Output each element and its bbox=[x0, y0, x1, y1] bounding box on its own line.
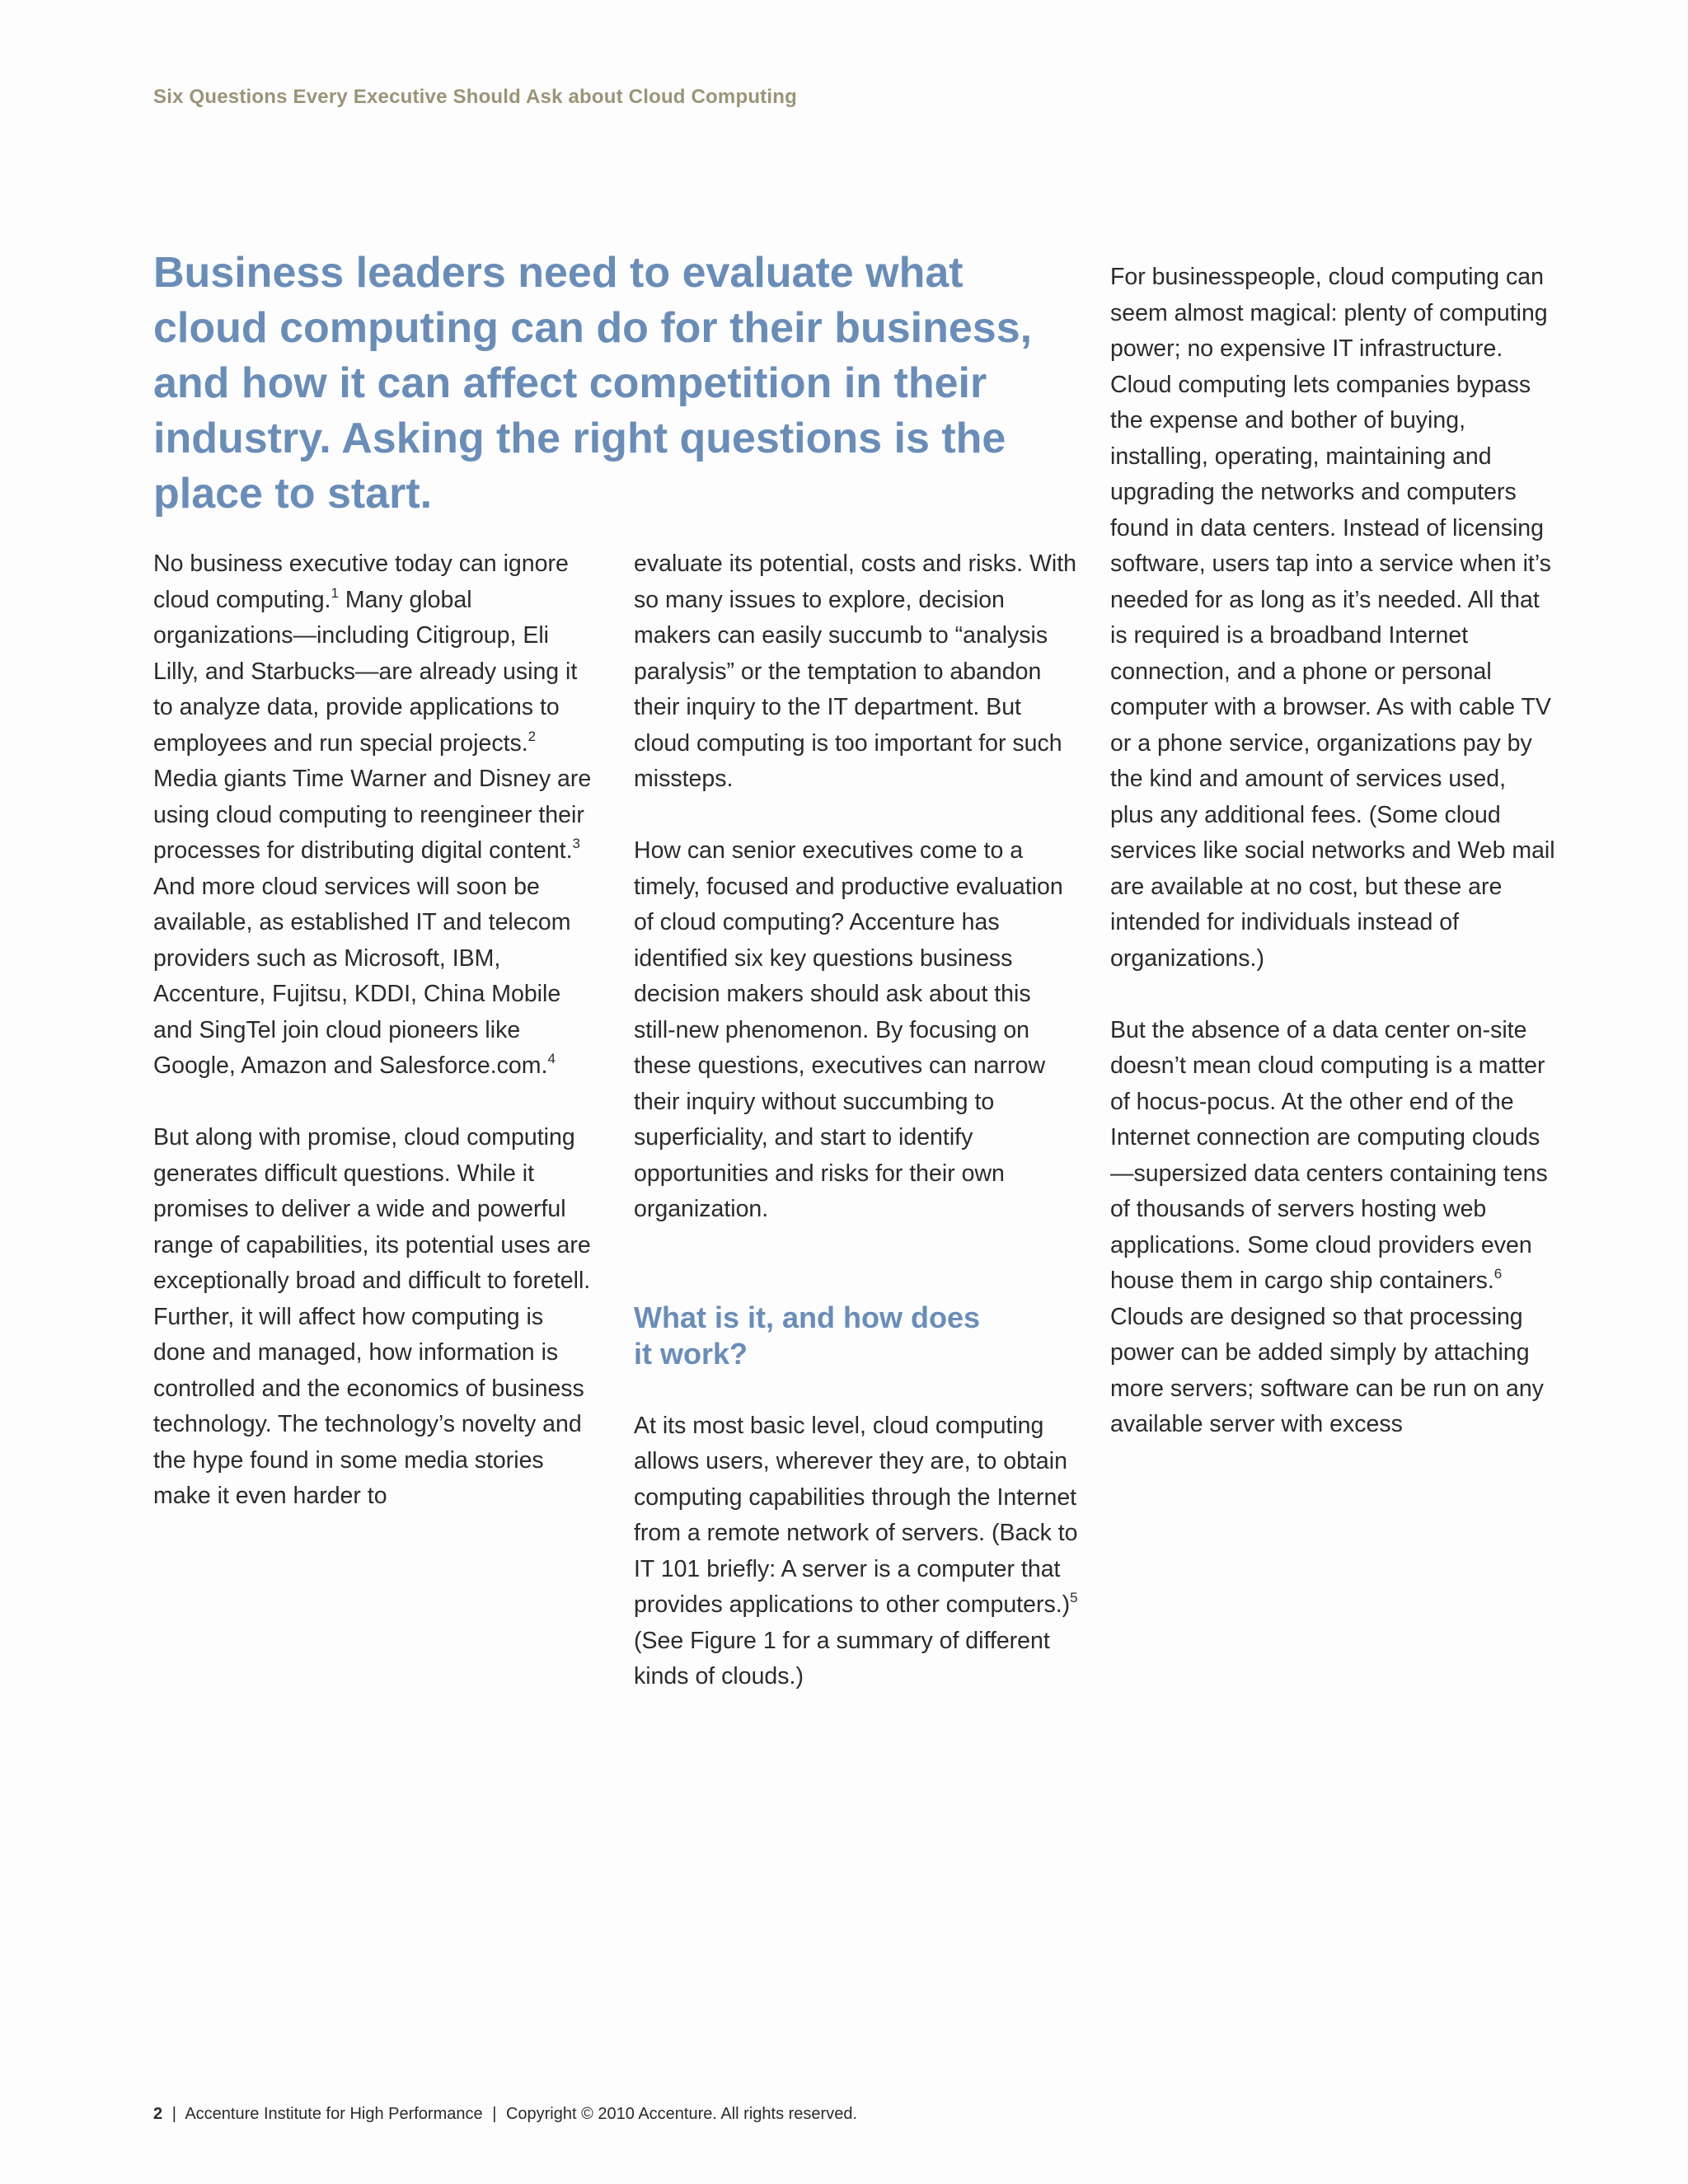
paragraph-text: Clouds are designed so that processing power can be added simply by attaching more servers; software can be run on any available server with excess bbox=[1110, 1303, 1544, 1437]
paragraph-text: At its most basic level, cloud computing allows users, wherever they are, to obtain computing capabilities through the Internet from a remote network of servers. (Back to IT 101 briefly: A server is a computer that provides applications to other computers.) bbox=[634, 1412, 1078, 1618]
footnote-ref: 1 bbox=[331, 584, 339, 601]
footer-separator: | bbox=[492, 2105, 497, 2123]
body-paragraph: evaluate its potential, costs and risks. With so many issues to explore, decision makers can easily succumb to “analysis paralysis” or the temptation to abandon their inquiry to the IT department. But cloud computing is too important for such missteps. bbox=[634, 551, 1076, 792]
page-footer bbox=[153, 2105, 857, 2124]
text-column-2 bbox=[634, 546, 1079, 1695]
footer-copyright: Copyright © 2010 Accenture. All rights reserved. bbox=[505, 2105, 858, 2123]
footer-institute: Accenture Institute for High Performance bbox=[185, 2105, 483, 2123]
body-paragraph: For businesspeople, cloud computing can seem almost magical: plenty of computing power; no expensive IT infrastructure. Cloud computing lets companies bypass the expense and bother of buying, installing, operating, maintaining and upgrading the networks and computers found in data centers. Instead of licensing software, users tap into a service when it’s needed for as long as it’s needed. All that is required is a broadband Internet connection, and a phone or personal computer with a browser. As with cable TV or a phone service, organizations pay by the kind and amount of services used, plus any additional fees. (Some cloud services like social networks and Web mail are available at no cost, but these are intended for individuals instead of organizations.) bbox=[1110, 264, 1555, 972]
section-subheading: What is it, and how does it work? bbox=[634, 1300, 981, 1371]
footnote-ref: 5 bbox=[1070, 1590, 1078, 1605]
paragraph-text: Many global organizations—including Citigroup, Eli Lilly, and Starbucks—are already using it to analyze data, provide applications to employees and run special projects. bbox=[153, 586, 578, 757]
footnote-ref: 4 bbox=[547, 1051, 556, 1066]
page-number: 2 bbox=[153, 2105, 163, 2123]
text-column-1 bbox=[153, 546, 598, 1515]
body-paragraph bbox=[634, 1408, 1079, 1695]
paragraph-text: Media giants Time Warner and Disney are using cloud computing to reengineer their processes for distributing digital content. bbox=[153, 766, 592, 864]
paragraph-text: But the absence of a data center on-site doesn’t mean cloud computing is a matter of hocus-pocus. At the other end of the Internet connection are computing clouds—supersized data centers containing tens of thousands of servers hosting web applications. Some cloud providers even house them in cargo ship containers. bbox=[1110, 1016, 1548, 1294]
footnote-ref: 6 bbox=[1493, 1266, 1503, 1282]
footnote-ref: 2 bbox=[528, 728, 537, 744]
text-column-3 bbox=[1110, 260, 1555, 1443]
paragraph-text: No business executive today can ignore cloud computing. bbox=[153, 551, 569, 613]
body-paragraph bbox=[1110, 1013, 1555, 1443]
paragraph-text: And more cloud services will soon be available, as established IT and telecom providers such as Microsoft, IBM, Accenture, Fujitsu, KDDI, China Mobile and SingTel join cloud pioneers like Google, Amazon and Salesforce.com. bbox=[153, 873, 571, 1079]
footer-separator: | bbox=[171, 2105, 176, 2123]
footnote-ref: 3 bbox=[572, 836, 580, 851]
body-paragraph bbox=[153, 546, 598, 1085]
body-paragraph: But along with promise, cloud computing generates difficult questions. While it promises to deliver a wide and powerful range of capabilities, its potential uses are exceptionally broad and difficult to foretell. Further, it will affect how computing is done and managed, how information is controlled and the economics of business technology. The technology’s novelty and the hype found in some media stories make it even harder to bbox=[153, 1124, 591, 1509]
page-headline: Business leaders need to evaluate what cloud computing can do for their business, and how it can affect competition in their industry. Asking the right questions is the place to start. bbox=[153, 249, 1033, 518]
body-paragraph: How can senior executives come to a timely, focused and productive evaluation of cloud computing? Accenture has identified six key questions business decision makers should ask about this still-new phenomenon. By focusing on these questions, executives can narrow their inquiry without succumbing to superficiality, and start to identify opportunities and risks for their own organization. bbox=[634, 837, 1063, 1222]
running-header-title: Six Questions Every Executive Should Ask about Cloud Computing bbox=[153, 86, 797, 108]
paragraph-text: (See Figure 1 for a summary of different kinds of clouds.) bbox=[634, 1627, 1050, 1690]
